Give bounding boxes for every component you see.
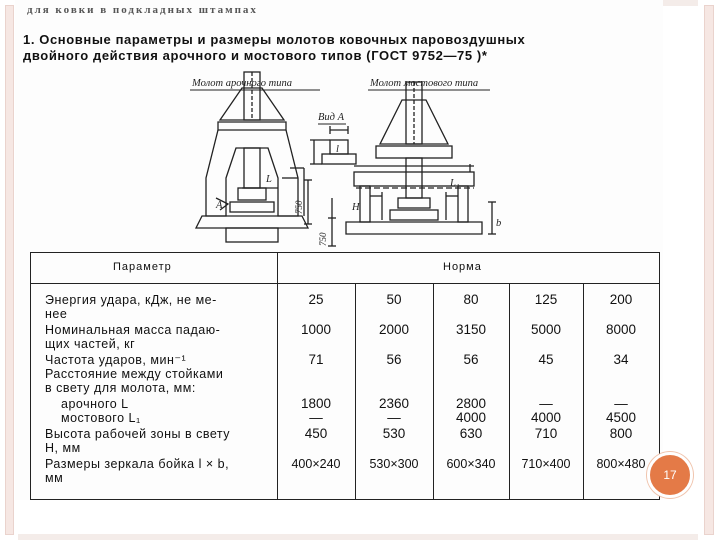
label-view-a: Вид A xyxy=(318,112,345,123)
table-title-line-2: двойного действия арочного и мостового типов (ГОСТ 9752—75 )* xyxy=(23,48,488,63)
row-label-distance: Расстояние между стойками в свету для молота, мм: xyxy=(45,367,224,395)
slide-frame-left xyxy=(5,5,14,535)
dim-750-upper: 750 xyxy=(294,200,304,214)
table-cell: — xyxy=(614,396,628,411)
arch-hammer-figure xyxy=(196,72,308,242)
label-letter-small-l: l xyxy=(336,144,339,155)
table-cell: 80 xyxy=(463,292,479,307)
table-cell: 4000 xyxy=(455,410,487,425)
row-label-frequency: Частота ударов, мин⁻¹ xyxy=(45,353,187,367)
dim-750-lower: 750 xyxy=(318,232,328,246)
table-cell: 56 xyxy=(463,352,479,367)
table-cell: 2360 xyxy=(378,396,410,411)
table-cell: — xyxy=(539,396,553,411)
cut-off-text-line: для ковки в подкладных штампах xyxy=(27,4,258,16)
table-cell: 530 xyxy=(382,426,406,441)
table-cell: 8000 xyxy=(605,322,637,337)
row-label-die-size: Размеры зеркала бойка l × b, мм xyxy=(45,457,230,485)
header-parameter: Параметр xyxy=(113,261,172,273)
table-cell: 3150 xyxy=(455,322,487,337)
table-cell: 710 xyxy=(534,426,558,441)
label-letter-b: b xyxy=(496,218,502,229)
table-cell: 34 xyxy=(613,352,629,367)
label-letter-h: H xyxy=(352,202,360,213)
label-arch-hammer: Молот арочного типа xyxy=(192,78,293,89)
table-cell: 45 xyxy=(538,352,554,367)
table-cell: 125 xyxy=(534,292,558,307)
table-cell: — xyxy=(309,410,323,425)
table-cell: 50 xyxy=(386,292,402,307)
table-cell: 56 xyxy=(386,352,402,367)
table-cell: 450 xyxy=(304,426,328,441)
table-title xyxy=(23,32,653,64)
table-cell: 2000 xyxy=(378,322,410,337)
table-cell: 800 xyxy=(609,426,633,441)
scanned-page xyxy=(15,0,663,500)
table-cell: 530×300 xyxy=(369,457,419,471)
table-cell: 710×400 xyxy=(521,457,571,471)
parameters-table xyxy=(30,252,660,500)
slide-frame-bottom xyxy=(18,534,698,540)
slide-frame-right xyxy=(704,5,714,535)
table-cell: 4000 xyxy=(530,410,562,425)
table-cell: 1000 xyxy=(300,322,332,337)
row-label-arch: арочного L xyxy=(61,397,129,411)
row-label-height: Высота рабочей зоны в свету H, мм xyxy=(45,427,230,455)
row-label-energy: Энергия удара, кДж, не ме- нее xyxy=(45,293,217,321)
bridge-hammer-figure xyxy=(346,82,496,234)
table-cell: 71 xyxy=(308,352,324,367)
table-cell: 800×480 xyxy=(596,457,646,471)
table-cell: 600×340 xyxy=(446,457,496,471)
table-title-line-1: 1. Основные параметры и размеры молотов ковочных паровоздушных xyxy=(23,32,526,47)
table-cell: 200 xyxy=(609,292,633,307)
header-norm: Норма xyxy=(443,261,482,273)
label-bridge-hammer: Молот мостового типа xyxy=(370,78,479,89)
table-cell: 4500 xyxy=(605,410,637,425)
label-letter-l: L xyxy=(266,174,272,185)
table-cell: 400×240 xyxy=(291,457,341,471)
view-a-detail xyxy=(310,126,356,164)
page-number-badge: 17 xyxy=(647,452,693,498)
table-cell: 1800 xyxy=(300,396,332,411)
table-cell: 5000 xyxy=(530,322,562,337)
table-cell: 630 xyxy=(459,426,483,441)
label-letter-a: А xyxy=(216,200,223,211)
row-label-bridge: мостового L₁ xyxy=(61,411,141,425)
hammer-drawing xyxy=(30,68,660,250)
table-cell: 25 xyxy=(308,292,324,307)
table-cell: — xyxy=(387,410,401,425)
row-label-mass: Номинальная масса падаю- щих частей, кг xyxy=(45,323,221,351)
table-cell: 2800 xyxy=(455,396,487,411)
label-letter-l1: L₁ xyxy=(450,178,460,189)
